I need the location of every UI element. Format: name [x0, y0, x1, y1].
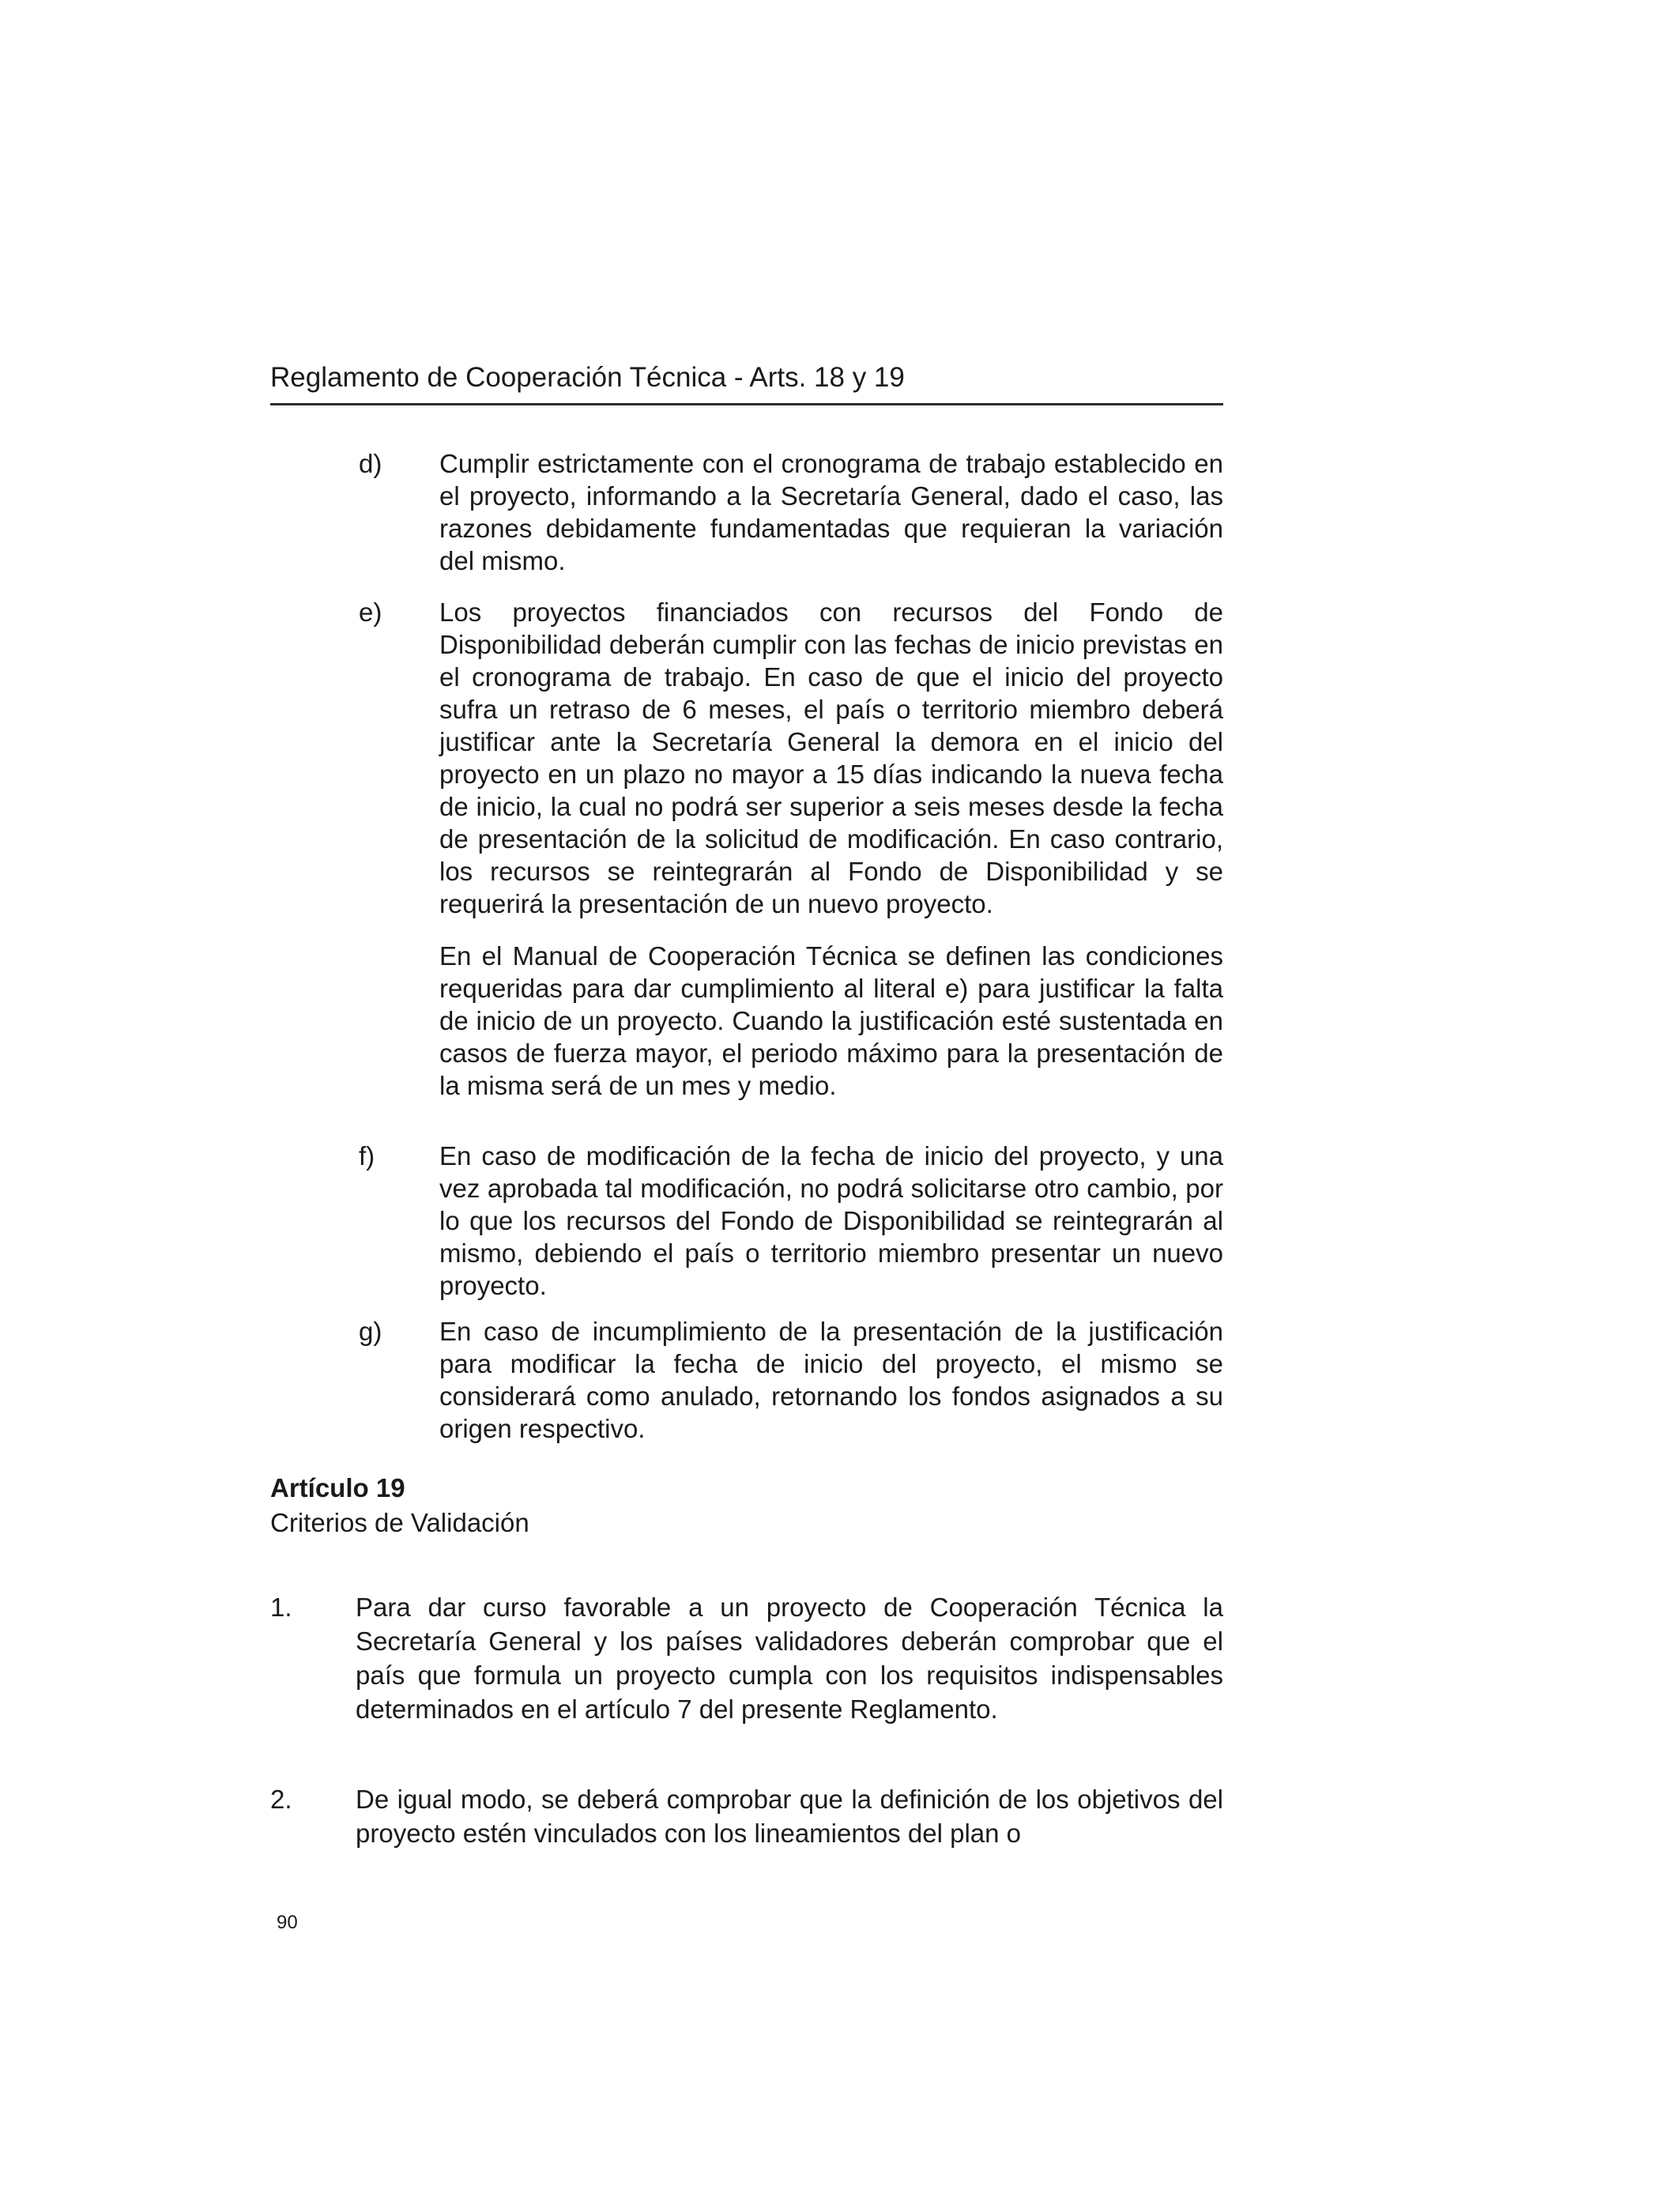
item-label: d)	[359, 449, 382, 478]
article-heading: Artículo 19	[270, 1473, 405, 1502]
list-item-e	[359, 596, 1223, 1102]
item-body	[439, 1315, 1223, 1445]
running-header: Reglamento de Cooperación Técnica - Arts. 18 y 19	[270, 362, 905, 393]
paragraph: Cumplir estrictamente con el cronograma de trabajo establecido en el proyecto, informando a la Secretaría General, dado el caso, las razones debidamente fundamentadas que requieran la variación del mismo.	[439, 449, 1223, 575]
paragraph: En caso de incumplimiento de la presentación de la justificación para modificar la fecha de inicio del proyecto, el mismo se considerará como anulado, retornando los fondos asignados a su origen respectivo.	[439, 1317, 1223, 1443]
item-label: f)	[359, 1141, 375, 1171]
item-label: g)	[359, 1317, 382, 1346]
paragraph: En el Manual de Cooperación Técnica se definen las condiciones requeridas para dar cumplimiento al literal e) para justificar la falta de inicio de un proyecto. Cuando la justificación esté sustentada en casos de fuerza mayor, el periodo máximo para la presentación de la misma será de un mes y medio.	[439, 941, 1223, 1100]
item-body	[439, 596, 1223, 1102]
item-body	[439, 447, 1223, 577]
numbered-item-2	[270, 1782, 1223, 1850]
item-body	[439, 1140, 1223, 1302]
item-text: De igual modo, se deberá comprobar que la definición de los objetivos del proyecto estén vinculados con los lineamientos del plan o	[356, 1785, 1223, 1848]
paragraph: Los proyectos financiados con recursos del Fondo de Disponibilidad deberán cumplir con las fechas de inicio previstas en el cronograma de trabajo. En caso de que el inicio del proyecto sufra un retraso de 6 meses, el país o territorio miembro deberá justificar ante la Secretaría General la demora en el inicio del proyecto en un plazo no mayor a 15 días indicando la nueva fecha de inicio, la cual no podrá ser superior a seis meses desde la fecha de presentación de la solicitud de modificación. En caso contrario, los recursos se reintegrarán al Fondo de Disponibilidad y se requerirá la presentación de un nuevo proyecto.	[439, 598, 1223, 918]
header-rule	[270, 403, 1223, 405]
paragraph: En caso de modificación de la fecha de inicio del proyecto, y una vez aprobada tal modificación, no podrá solicitarse otro cambio, por lo que los recursos del Fondo de Disponibilidad se reintegrarán al mismo, debiendo el país o territorio miembro presentar un nuevo proyecto.	[439, 1141, 1223, 1300]
page-number: 90	[277, 1912, 298, 1933]
list-item-d	[359, 447, 1223, 577]
list-item-g	[359, 1315, 1223, 1445]
article-subtitle: Criterios de Validación	[270, 1508, 529, 1537]
numbered-item-1	[270, 1590, 1223, 1726]
item-label: e)	[359, 598, 382, 627]
item-number: 1.	[270, 1593, 292, 1622]
list-item-f	[359, 1140, 1223, 1302]
item-number: 2.	[270, 1785, 292, 1814]
item-text: Para dar curso favorable a un proyecto de Cooperación Técnica la Secretaría General y los países validadores deberán comprobar que el país que formula un proyecto cumpla con los requisitos indispensables determinados en el artículo 7 del presente Reglamento.	[356, 1593, 1223, 1724]
